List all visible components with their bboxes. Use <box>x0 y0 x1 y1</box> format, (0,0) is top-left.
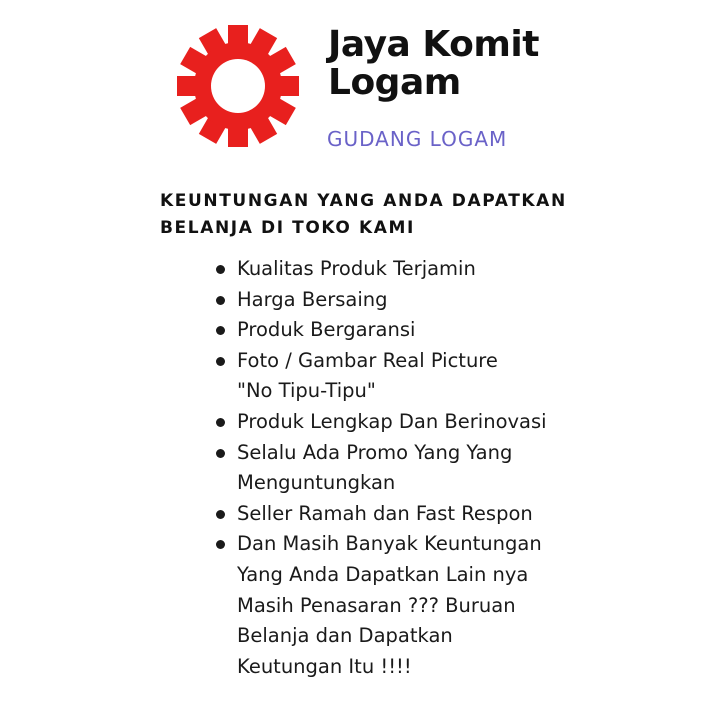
heading-line2: BELANJA DI TOKO KAMI <box>160 218 415 238</box>
list-item-text: Keutungan Itu !!!! <box>237 654 412 678</box>
list-item-text: Seller Ramah dan Fast Respon <box>237 501 533 525</box>
gear-hole <box>211 59 265 113</box>
bullet-icon <box>216 540 225 549</box>
list-item <box>214 315 594 346</box>
list-item-text: Masih Penasaran ??? Buruan <box>237 593 516 617</box>
list-item-text: Kualitas Produk Terjamin <box>237 257 476 280</box>
list-item-text: Produk Bergaransi <box>237 318 416 342</box>
bullet-icon <box>216 510 225 519</box>
list-item-text: Menguntungkan <box>237 471 396 495</box>
list-item <box>214 254 594 285</box>
bullet-icon <box>216 357 225 366</box>
list-item-text: Selalu Ada Promo Yang Yang <box>237 440 513 464</box>
bullet-icon <box>216 265 225 274</box>
list-item-text: Dan Masih Banyak Keuntungan <box>237 532 542 556</box>
brand-name <box>328 26 708 102</box>
list-item-text: Harga Bersaing <box>237 287 388 311</box>
list-item-text: Foto / Gambar Real Picture <box>237 348 498 372</box>
gear-icon <box>176 24 300 148</box>
heading-line1: KEUNTUNGAN YANG ANDA DAPATKAN <box>160 191 567 211</box>
list-item <box>214 346 594 407</box>
bullet-icon <box>216 418 225 427</box>
benefits-heading <box>160 188 590 242</box>
list-item-text: Yang Anda Dapatkan Lain nya <box>237 562 529 586</box>
list-item <box>214 285 594 316</box>
list-item-text: "No Tipu-Tipu" <box>237 379 376 403</box>
brand-tagline: GUDANG LOGAM <box>327 127 508 151</box>
list-item-text: Produk Lengkap Dan Berinovasi <box>237 409 547 433</box>
list-item <box>214 407 594 438</box>
bullet-icon <box>216 326 225 335</box>
benefits-list <box>214 254 594 682</box>
list-item <box>214 529 594 682</box>
list-item <box>214 438 594 499</box>
brand-name-line2: Logam <box>328 62 461 103</box>
brand-name-line1: Jaya Komit <box>328 24 539 65</box>
bullet-icon <box>216 296 225 305</box>
list-item <box>214 499 594 530</box>
bullet-icon <box>216 449 225 458</box>
list-item-text: Belanja dan Dapatkan <box>237 624 453 648</box>
